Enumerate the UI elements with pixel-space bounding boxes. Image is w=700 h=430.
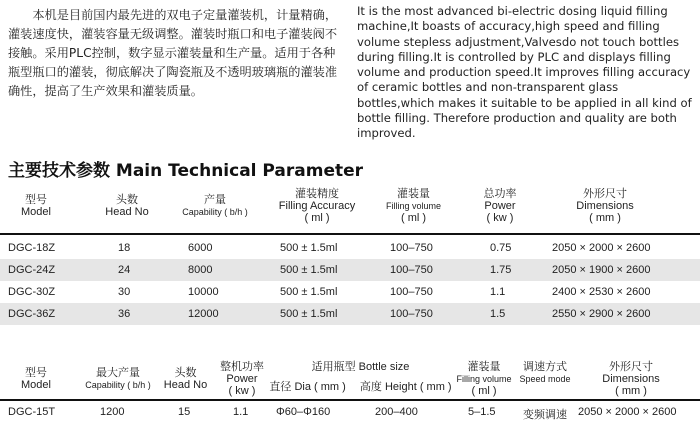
cell-dimensions: 2050 × 1900 × 2600 xyxy=(552,264,651,276)
cell-model: DGC-15T xyxy=(8,406,56,418)
cell-power: 1.1 xyxy=(490,286,506,298)
cell-volume: 100–750 xyxy=(390,286,433,298)
header-height: 高度 Height ( mm ) xyxy=(359,381,452,393)
cell-accuracy: 500 ± 1.5ml xyxy=(280,286,338,298)
header-power: 整机功率 Power ( kw ) xyxy=(220,361,264,397)
cell-model: DGC-36Z xyxy=(8,308,56,320)
cell-model: DGC-18Z xyxy=(8,242,56,254)
table-row xyxy=(0,281,700,303)
header-model: 型号 Model xyxy=(21,194,51,218)
table-row xyxy=(0,401,700,423)
table-row xyxy=(0,303,700,325)
header-dia: 直径 Dia ( mm ) xyxy=(269,381,346,393)
cell-power: 0.75 xyxy=(490,242,512,254)
header-filling-accuracy: 灌装精度 Filling Accuracy ( ml ) xyxy=(278,188,356,224)
cell-volume: 100–750 xyxy=(390,242,433,254)
section-title: 主要技术参数 Main Technical Parameter xyxy=(8,161,364,181)
cell-head-no: 30 xyxy=(118,286,131,298)
cell-head-no: 24 xyxy=(118,264,131,276)
header-power: 总功率 Power ( kw ) xyxy=(483,188,517,224)
cell-capability: 12000 xyxy=(188,308,219,320)
cell-power: 1.5 xyxy=(490,308,506,320)
cell-dia: Φ60–Φ160 xyxy=(276,406,331,418)
cell-accuracy: 500 ± 1.5ml xyxy=(280,264,338,276)
intro-english: It is the most advanced bi-electric dosing liquid filling machine,It boasts of accuracy,high speed and filling volume stepless adjustment,Valvesdo not touch bottles during filling.It is controlled by PLC and displays filling volume and production speed.It improves filling accuracy of ceramic bottles and non-transparent glass bottles,which makes it suitable to be applied in all kind of bottle filling. Therefore production and quality are both improved. xyxy=(357,4,692,141)
cell-power: 1.75 xyxy=(490,264,512,276)
cell-accuracy: 500 ± 1.5ml xyxy=(280,242,338,254)
cell-dimensions: 2550 × 2900 × 2600 xyxy=(552,308,651,320)
cell-accuracy: 500 ± 1.5ml xyxy=(280,308,338,320)
header-divider xyxy=(0,233,700,235)
header-capability: 最大产量 Capability ( b/h ) xyxy=(85,367,151,390)
cell-head-no: 15 xyxy=(178,406,191,418)
header-dimensions: 外形尺寸 Dimensions ( mm ) xyxy=(576,188,634,224)
cell-head-no: 36 xyxy=(118,308,131,320)
intro-chinese: 本机是目前国内最先进的双电子定量灌装机，计量精确，灌装速度快，灌装容量无级调整。灌装时瓶口和电子灌装阀不接触。采用PLC控制，数字显示灌装量和生产量。适用于各种瓶型瓶口的灌装，彻底解决了陶瓷瓶及不透明玻璃瓶的灌装准确性，提高了生产效果和灌装质量。 xyxy=(8,8,338,98)
header-filling-volume: 灌装量 Filling volume ( ml ) xyxy=(385,188,442,224)
cell-dimensions: 2050 × 2000 × 2600 xyxy=(578,406,677,418)
cell-capability: 8000 xyxy=(188,264,213,276)
cell-head-no: 18 xyxy=(118,242,131,254)
cell-height: 200–400 xyxy=(375,406,418,418)
cell-volume: 100–750 xyxy=(390,308,433,320)
cell-volume: 5–1.5 xyxy=(468,406,496,418)
cell-power: 1.1 xyxy=(233,406,249,418)
header-filling-volume: 灌装量 Filling volume ( ml ) xyxy=(456,361,512,397)
cell-model: DGC-24Z xyxy=(8,264,56,276)
cell-model: DGC-30Z xyxy=(8,286,56,298)
cell-capability: 10000 xyxy=(188,286,219,298)
header-capability: 产量 Capability ( b/h ) xyxy=(182,194,248,217)
cell-capability: 6000 xyxy=(188,242,213,254)
table-row xyxy=(0,259,700,281)
table-row xyxy=(0,237,700,259)
cell-capability: 1200 xyxy=(100,406,125,418)
header-model: 型号 Model xyxy=(21,367,51,391)
cell-dimensions: 2050 × 2000 × 2600 xyxy=(552,242,651,254)
header-speed-mode: 调速方式 Speed mode xyxy=(519,361,571,384)
cell-volume: 100–750 xyxy=(390,264,433,276)
header-bottle-size: 适用瓶型 Bottle size 直径 Dia ( mm ) 高度 Height ( mm ) xyxy=(269,361,452,393)
header-dimensions: 外形尺寸 Dimensions ( mm ) xyxy=(602,361,660,397)
cell-dimensions: 2400 × 2530 × 2600 xyxy=(552,286,651,298)
cell-speed-mode: 变频调速 xyxy=(523,409,567,421)
header-head-no: 头数 Head No xyxy=(105,194,149,218)
header-head-no: 头数 Head No xyxy=(163,367,208,391)
